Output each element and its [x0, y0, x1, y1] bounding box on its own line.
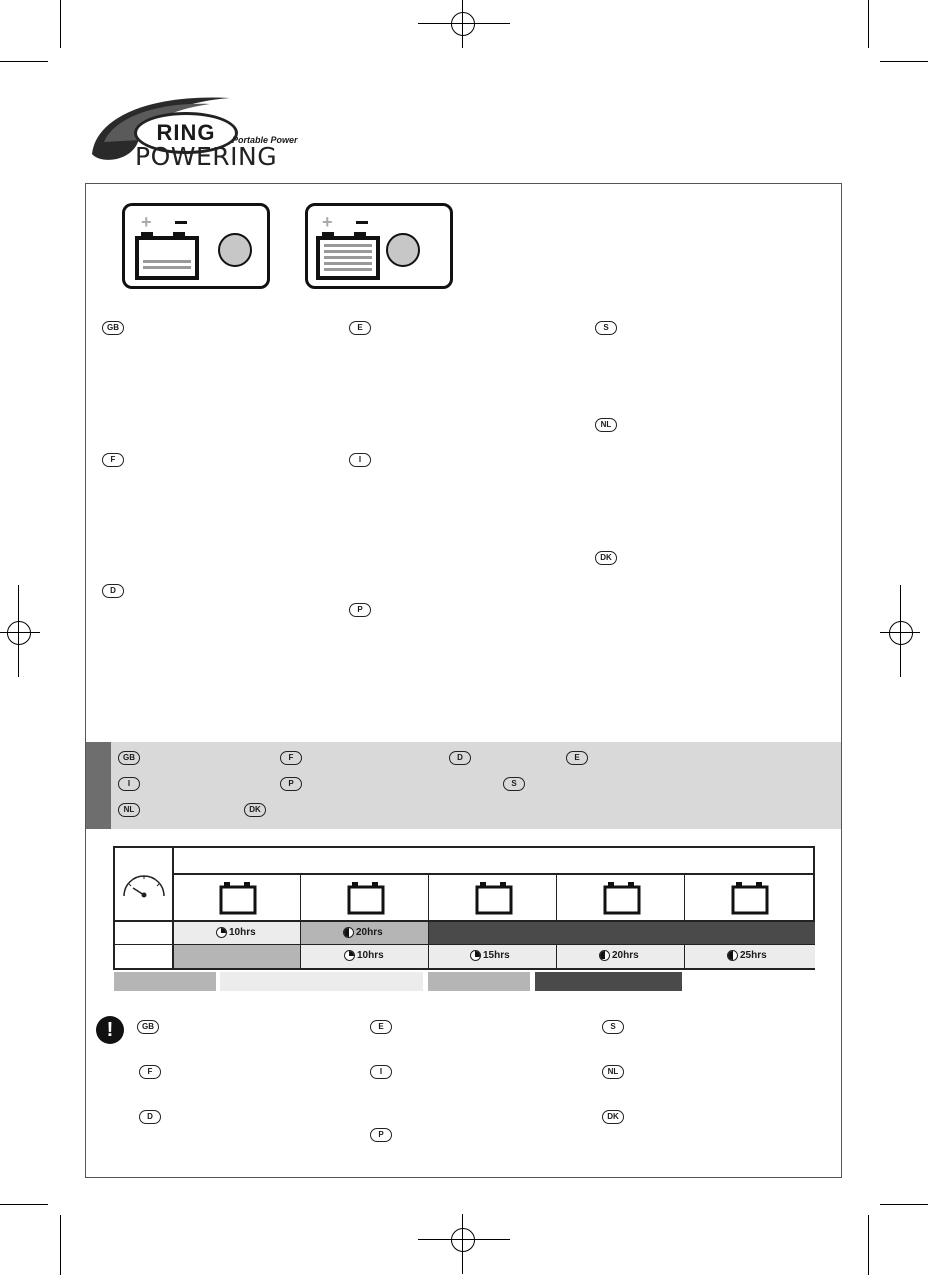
battery-plus-terminal: +: [141, 212, 152, 232]
warning-icon: !: [96, 1016, 124, 1044]
language-badge-f: F: [139, 1065, 161, 1079]
legend-swatch-light: [220, 972, 423, 991]
charge-time: 25hrs: [740, 950, 767, 961]
table-cell: [429, 945, 556, 968]
legend-swatch-mid: [428, 972, 530, 991]
language-badge-d: D: [139, 1110, 161, 1124]
legend-swatch-dark: [535, 972, 682, 991]
language-badge-i: I: [118, 777, 140, 791]
language-badge-gb: GB: [137, 1020, 159, 1034]
table-cell: [174, 922, 300, 944]
language-badge-nl: NL: [118, 803, 140, 817]
logo-brand: RING: [134, 112, 238, 154]
language-badge-nl: NL: [602, 1065, 624, 1079]
clock-icon: [343, 927, 354, 938]
charge-time: 20hrs: [612, 950, 639, 961]
language-badge-p: P: [280, 777, 302, 791]
clock-icon: [216, 927, 227, 938]
language-band-tab: [86, 742, 111, 829]
battery-low-icon: [133, 212, 223, 282]
language-badge-p: P: [349, 603, 371, 617]
language-badge-dk: DK: [602, 1110, 624, 1124]
language-badge-d: D: [449, 751, 471, 765]
language-badge-i: I: [349, 453, 371, 467]
page-frame: [85, 183, 842, 1178]
language-badge-e: E: [370, 1020, 392, 1034]
language-badge-p: P: [370, 1128, 392, 1142]
charge-time-table: [113, 846, 815, 970]
clock-icon: [727, 950, 738, 961]
language-badge-gb: GB: [118, 751, 140, 765]
battery-indicator-panel: [122, 203, 270, 289]
table-cell: [301, 922, 428, 944]
clock-icon: [344, 950, 355, 961]
clock-icon: [470, 950, 481, 961]
language-badge-d: D: [102, 584, 124, 598]
language-badge-dk: DK: [595, 551, 617, 565]
language-badge-f: F: [280, 751, 302, 765]
gauge-icon: [121, 870, 167, 900]
charge-time: 15hrs: [483, 950, 510, 961]
table-cell: [301, 945, 428, 968]
table-cell: [557, 945, 684, 968]
battery-icon: [602, 880, 642, 916]
status-led: [218, 233, 252, 267]
battery-indicator-panel: [305, 203, 453, 289]
language-badge-dk: DK: [244, 803, 266, 817]
battery-plus-terminal: +: [322, 212, 333, 232]
language-badge-e: E: [566, 751, 588, 765]
battery-icon: [474, 880, 514, 916]
language-badge-s: S: [503, 777, 525, 791]
charge-time: 20hrs: [356, 927, 383, 938]
table-cell: [429, 922, 815, 944]
battery-icon: [218, 880, 258, 916]
table-cell: [174, 945, 300, 968]
charge-time: 10hrs: [357, 950, 384, 961]
logo-tagline: Portable Power: [232, 135, 298, 145]
battery-icon: [730, 880, 770, 916]
status-led: [386, 233, 420, 267]
battery-icon: [346, 880, 386, 916]
language-badge-i: I: [370, 1065, 392, 1079]
language-badge-s: S: [595, 321, 617, 335]
language-badge-e: E: [349, 321, 371, 335]
clock-icon: [599, 950, 610, 961]
logo-wordmark: POWERING: [135, 142, 278, 171]
language-badge-nl: NL: [595, 418, 617, 432]
language-badge-gb: GB: [102, 321, 124, 335]
legend-swatch-mid: [114, 972, 216, 991]
table-cell: [685, 945, 815, 968]
language-badge-f: F: [102, 453, 124, 467]
charge-time: 10hrs: [229, 927, 256, 938]
language-badge-s: S: [602, 1020, 624, 1034]
